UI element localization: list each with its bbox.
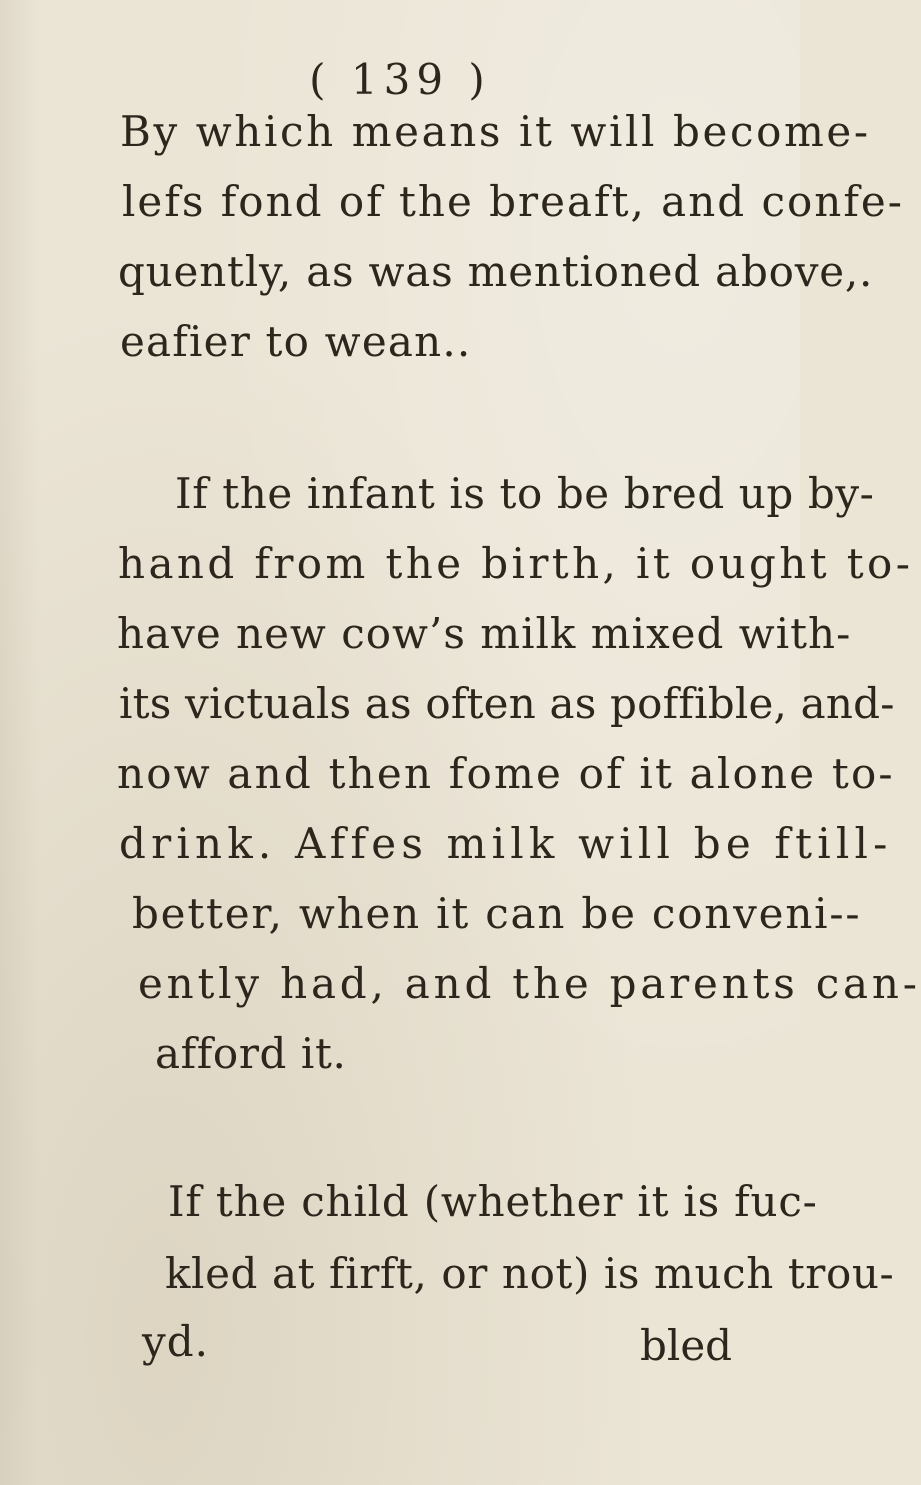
- text-line: now and then fome of it alone to-: [117, 749, 895, 798]
- text-line: ently had, and the parents can-: [138, 959, 921, 1008]
- text-line: eafier to wean..: [120, 317, 472, 366]
- text-line: kled at firft, or not) is much trou-: [165, 1249, 895, 1298]
- text-line: hand from the birth, it ought to-: [118, 539, 914, 588]
- text-line: By which means it will become-: [120, 107, 871, 156]
- catchword: bled: [640, 1321, 733, 1370]
- text-line: its victuals as often as poffible, and-: [119, 679, 895, 728]
- text-line: afford it.: [155, 1029, 347, 1078]
- text-line: lefs fond of the breaft, and confe-: [122, 177, 904, 226]
- text-line: have new cow’s milk mixed with-: [117, 609, 852, 658]
- text-line: yd.: [142, 1317, 209, 1366]
- text-line: If the child (whether it is fuc-: [168, 1177, 818, 1226]
- text-line: drink. Affes milk will be ftill-: [119, 819, 893, 868]
- text-line: better, when it can be conveni--: [132, 889, 862, 938]
- text-line: quently, as was mentioned above,.: [118, 247, 874, 296]
- text-line: If the infant is to be bred up by-: [175, 469, 875, 518]
- page-number: ( 139 ): [309, 55, 491, 104]
